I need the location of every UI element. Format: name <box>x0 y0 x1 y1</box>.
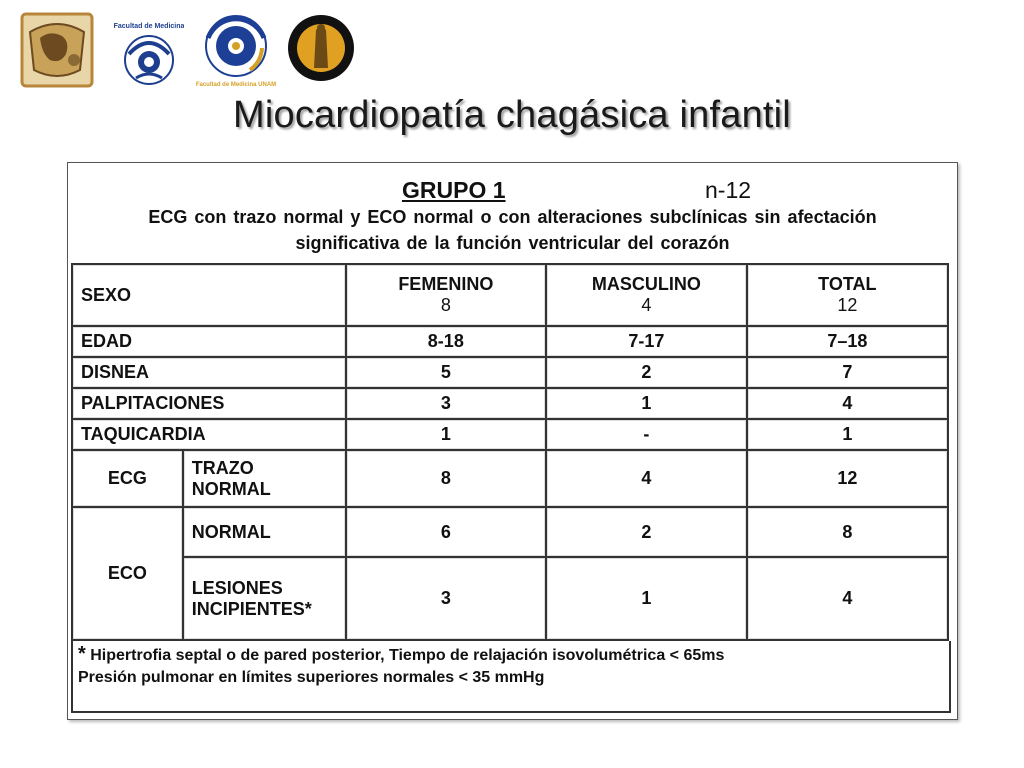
eco-lesiones-masculino: 1 <box>546 557 747 640</box>
unam-emblem-icon <box>20 12 94 88</box>
slide-title: Miocardiopatía chagásica infantil <box>233 94 791 136</box>
femenino-label: FEMENINO <box>398 274 494 294</box>
group-description <box>68 204 957 256</box>
academia-seal-icon <box>286 8 356 88</box>
eco-lesiones-label-line-1: LESIONES <box>191 577 283 598</box>
eco-label: ECO <box>72 507 183 640</box>
ecg-total: 12 <box>747 450 948 507</box>
description-line-1: ECG con trazo normal y ECO normal o con alteraciones subclínicas sin afectación <box>148 207 877 227</box>
footnote-line-1-text: Hipertrofia septal o de pared posterior, Tiempo de relajación isovolumétrica < 65ms <box>90 647 725 664</box>
eco-lesiones-label <box>183 557 346 640</box>
palpitaciones-masculino: 1 <box>546 388 747 419</box>
microbiologia-subtext: Facultad de Medicina UNAM <box>195 82 277 88</box>
ecg-sublabel <box>183 450 346 507</box>
masculino-label: MASCULINO <box>591 274 701 294</box>
total-label: TOTAL <box>818 274 877 294</box>
header-row <box>72 264 948 326</box>
footnote-line-1 <box>78 643 724 667</box>
eco-normal-label: NORMAL <box>183 507 346 557</box>
eco-lesiones-row <box>72 557 948 640</box>
facultad-medicina-logo <box>114 18 184 88</box>
footnote-line-2: Presión pulmonar en límites superiores normales < 35 mmHg <box>78 669 545 686</box>
table-row <box>72 388 948 419</box>
row-label-taquicardia: TAQUICARDIA <box>72 419 346 450</box>
sexo-label: SEXO <box>72 264 346 326</box>
palpitaciones-total: 4 <box>747 388 948 419</box>
eco-normal-total: 8 <box>747 507 948 557</box>
palpitaciones-femenino: 3 <box>346 388 547 419</box>
taquicardia-femenino: 1 <box>346 419 547 450</box>
taquicardia-masculino: - <box>546 419 747 450</box>
row-label-edad: EDAD <box>72 326 346 357</box>
ecg-row <box>72 450 948 507</box>
description-line-2: significativa de la función ventricular del corazón <box>295 233 730 253</box>
group-header <box>68 177 957 205</box>
taquicardia-total: 1 <box>747 419 948 450</box>
eco-normal-masculino: 2 <box>546 507 747 557</box>
table-frame <box>67 162 958 720</box>
table-row <box>72 326 948 357</box>
total-header <box>747 264 948 326</box>
eco-lesiones-femenino: 3 <box>346 557 547 640</box>
ecg-label: ECG <box>72 450 183 507</box>
footnote-star: * <box>78 643 86 665</box>
row-label-disnea: DISNEA <box>72 357 346 388</box>
ecg-femenino: 8 <box>346 450 547 507</box>
facultad-medicina-text: Facultad de Medicina <box>114 23 184 30</box>
femenino-header <box>346 264 547 326</box>
n-label: n-12 <box>705 177 752 203</box>
disnea-femenino: 5 <box>346 357 547 388</box>
facultad-medicina-icon <box>114 18 184 88</box>
masculino-header <box>546 264 747 326</box>
edad-femenino: 8-18 <box>346 326 547 357</box>
eco-normal-row <box>72 507 948 557</box>
ecg-sublabel-line-1: TRAZO <box>191 457 254 478</box>
eco-lesiones-label-line-2: INCIPIENTES* <box>191 598 312 619</box>
femenino-count: 8 <box>440 295 451 315</box>
ecg-sublabel-line-2: NORMAL <box>191 478 271 499</box>
row-label-palpitaciones: PALPITACIONES <box>72 388 346 419</box>
group-title: GRUPO 1 <box>402 177 506 203</box>
masculino-count: 4 <box>641 295 652 315</box>
microbiologia-icon <box>194 8 278 92</box>
table-row <box>72 419 948 450</box>
academia-medicina-logo <box>286 8 356 88</box>
ecg-masculino: 4 <box>546 450 747 507</box>
disnea-masculino: 2 <box>546 357 747 388</box>
eco-lesiones-total: 4 <box>747 557 948 640</box>
total-count: 12 <box>837 295 858 315</box>
disnea-total: 7 <box>747 357 948 388</box>
data-table <box>71 263 949 641</box>
edad-masculino: 7-17 <box>546 326 747 357</box>
footnote <box>78 643 724 689</box>
unam-logo <box>20 12 94 88</box>
microbiologia-parasitologia-logo <box>194 8 278 92</box>
eco-normal-femenino: 6 <box>346 507 547 557</box>
table-row <box>72 357 948 388</box>
edad-total: 7–18 <box>747 326 948 357</box>
